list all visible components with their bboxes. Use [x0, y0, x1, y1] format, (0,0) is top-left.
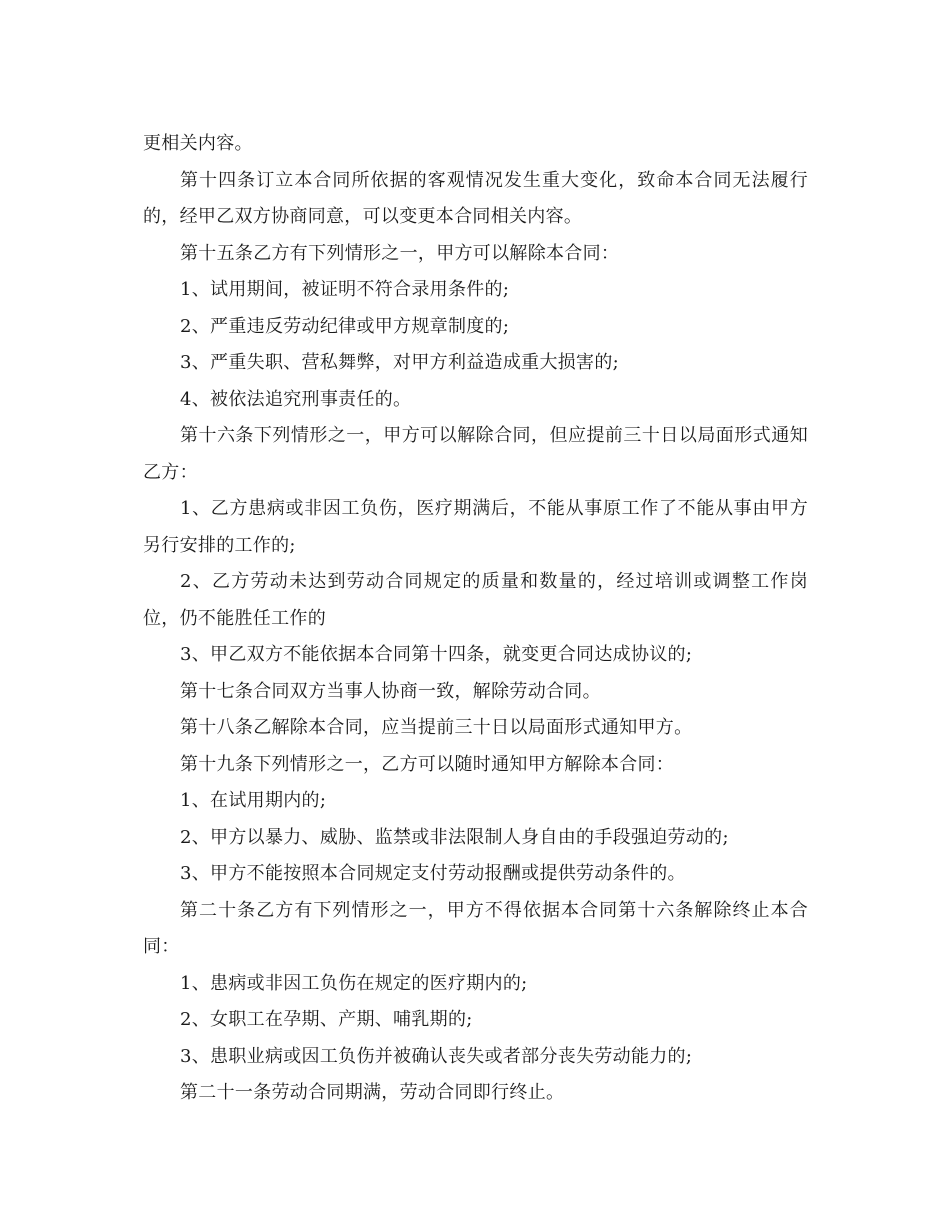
- paragraph-article-20: 第二十条乙方有下列情形之一，甲方不得依据本合同第十六条解除终止本合同：: [143, 899, 808, 957]
- paragraph-article-19: 第十九条下列情形之一，乙方可以随时通知甲方解除本合同：: [180, 753, 675, 775]
- document-body: [143, 126, 808, 1112]
- list-item: 2、乙方劳动未达到劳动合同规定的质量和数量的，经过培训或调整工作岗位，仍不能胜任工作的: [143, 571, 808, 629]
- list-item: 2、严重违反劳动纪律或甲方规章制度的;: [180, 315, 510, 337]
- list-item: 2、甲方以暴力、威胁、监禁或非法限制人身自由的手段强迫劳动的;: [180, 826, 729, 848]
- paragraph-0: 更相关内容。: [143, 133, 253, 154]
- list-item: 1、试用期间，被证明不符合录用条件的;: [180, 279, 510, 300]
- list-item: 3、甲乙双方不能依据本合同第十四条，就变更合同达成协议的;: [180, 644, 693, 665]
- paragraph-article-16: 第十六条下列情形之一，甲方可以解除合同，但应提前三十日以局面形式通知乙方：: [143, 425, 808, 483]
- paragraph-article-18: 第十八条乙解除本合同，应当提前三十日以局面形式通知甲方。: [180, 717, 693, 738]
- paragraph-article-14: 第十四条订立本合同所依据的客观情况发生重大变化，致命本合同无法履行的，经甲乙双方协商同意，可以变更本合同相关内容。: [143, 169, 808, 227]
- list-item: 4、被依法追究刑事责任的。: [180, 388, 412, 410]
- list-item: 1、在试用期内的;: [180, 790, 327, 811]
- list-item: 1、患病或非因工负伤在规定的医疗期内的;: [180, 972, 528, 994]
- paragraph-article-17: 第十七条合同双方当事人协商一致，解除劳动合同。: [180, 680, 601, 702]
- list-item: 3、严重失职、营私舞弊，对甲方利益造成重大损害的;: [180, 352, 620, 373]
- paragraph-article-15: 第十五条乙方有下列情形之一，甲方可以解除本合同：: [180, 242, 620, 264]
- list-item: 3、患职业病或因工负伤并被确认丧失或者部分丧失劳动能力的;: [180, 1045, 693, 1067]
- list-item: 2、女职工在孕期、产期、哺乳期的;: [180, 1009, 473, 1030]
- paragraph-article-21: 第二十一条劳动合同期满，劳动合同即行终止。: [180, 1082, 565, 1103]
- list-item: 1、乙方患病或非因工负伤，医疗期满后，不能从事原工作了不能从事由甲方另行安排的工作的;: [143, 498, 808, 556]
- list-item: 3、甲方不能按照本合同规定支付劳动报酬或提供劳动条件的。: [180, 863, 686, 884]
